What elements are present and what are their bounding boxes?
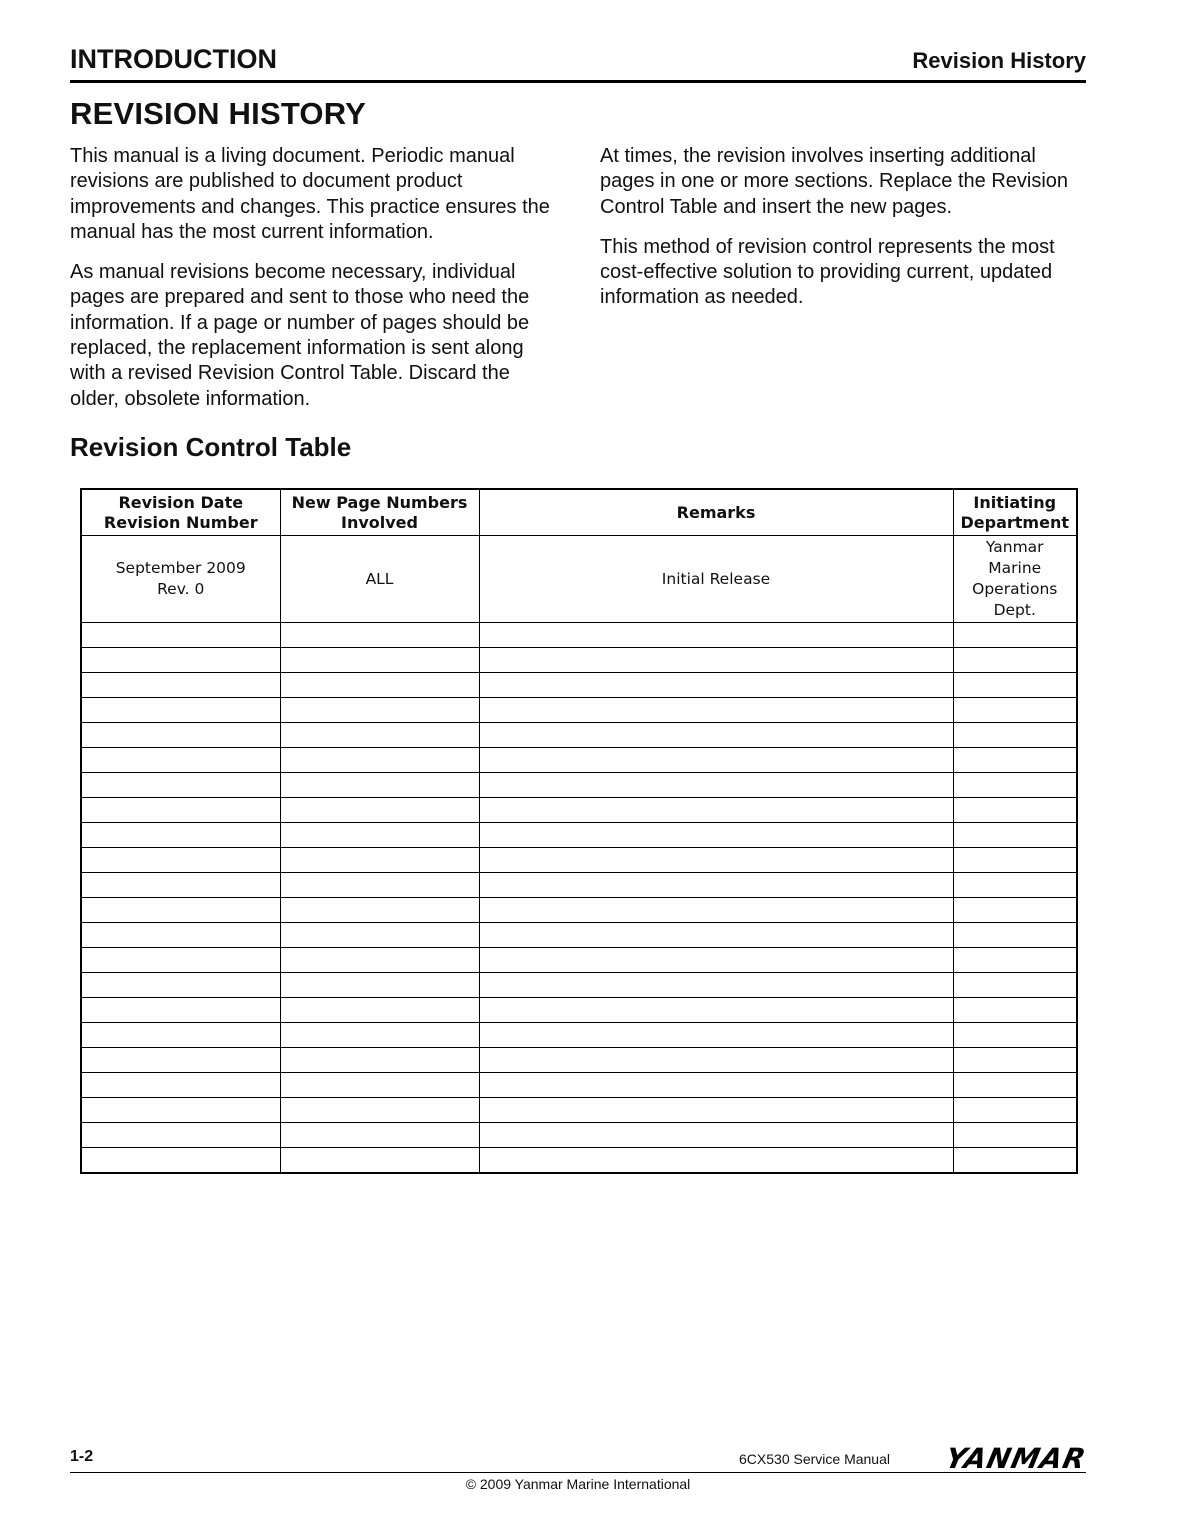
table-cell xyxy=(280,998,479,1023)
table-cell xyxy=(479,873,953,898)
table-cell xyxy=(81,623,280,648)
table-row xyxy=(81,998,1077,1023)
table-cell xyxy=(953,823,1077,848)
cell-text: Operations xyxy=(972,580,1058,598)
copyright: © 2009 Yanmar Marine International xyxy=(465,1476,691,1492)
table-cell xyxy=(479,623,953,648)
header-text: Department xyxy=(960,512,1069,532)
table-cell xyxy=(479,1123,953,1148)
table-cell xyxy=(280,848,479,873)
table-cell xyxy=(280,923,479,948)
table-cell xyxy=(953,723,1077,748)
table-cell xyxy=(479,648,953,673)
table-row xyxy=(81,1023,1077,1048)
table-cell xyxy=(280,723,479,748)
table-cell xyxy=(479,1148,953,1174)
table-cell xyxy=(81,923,280,948)
yanmar-logo: YANMAR xyxy=(942,1442,1090,1475)
table-cell xyxy=(479,898,953,923)
table-row xyxy=(81,673,1077,698)
table-cell xyxy=(953,1148,1077,1174)
table-row xyxy=(81,823,1077,848)
table-row xyxy=(81,973,1077,998)
table-cell xyxy=(953,1048,1077,1073)
table-cell xyxy=(953,648,1077,673)
table-cell xyxy=(280,623,479,648)
page-footer xyxy=(70,1442,1090,1475)
table-cell xyxy=(479,673,953,698)
table-cell xyxy=(81,723,280,748)
table-cell xyxy=(81,1148,280,1174)
page-number: 1-2 xyxy=(70,1448,94,1465)
page-header xyxy=(70,44,1086,83)
table-cell xyxy=(280,973,479,998)
table-cell xyxy=(280,673,479,698)
table-cell xyxy=(81,673,280,698)
table-cell xyxy=(953,798,1077,823)
table-cell xyxy=(280,1098,479,1123)
table-cell xyxy=(81,1098,280,1123)
table-cell xyxy=(280,898,479,923)
table-row xyxy=(81,536,1077,623)
section-label: INTRODUCTION xyxy=(70,44,277,74)
table-row xyxy=(81,623,1077,648)
table-row xyxy=(81,1098,1077,1123)
table-cell xyxy=(81,748,280,773)
paragraph: At times, the revision involves inserting additional pages in one or more sections. Replace the Revision Control Table and insert the new pages. xyxy=(600,145,1069,218)
table-cell xyxy=(81,948,280,973)
table-cell xyxy=(81,1123,280,1148)
table-cell xyxy=(479,1098,953,1123)
table-cell xyxy=(81,1048,280,1073)
table-cell xyxy=(280,748,479,773)
table-cell xyxy=(953,948,1077,973)
cell-text: Rev. 0 xyxy=(157,580,205,598)
header-page-numbers xyxy=(280,489,479,536)
cell-text: Yanmar xyxy=(985,538,1044,556)
table-row xyxy=(81,873,1077,898)
table-cell xyxy=(479,848,953,873)
header-text: Revision Date xyxy=(118,492,244,512)
table-cell xyxy=(280,798,479,823)
table-cell xyxy=(81,648,280,673)
table-row xyxy=(81,1148,1077,1174)
table-row xyxy=(81,848,1077,873)
table-cell xyxy=(280,823,479,848)
table-cell xyxy=(953,1098,1077,1123)
paragraph: This manual is a living document. Periodic manual revisions are published to document product improvements and changes. This practice ensures the manual has the most current information. xyxy=(70,145,550,243)
table-cell xyxy=(479,773,953,798)
table-cell xyxy=(479,748,953,773)
table-cell xyxy=(479,948,953,973)
cell-text: Marine xyxy=(988,559,1042,577)
header-text: New Page Numbers xyxy=(291,492,468,512)
table-cell xyxy=(953,1123,1077,1148)
revision-control-table xyxy=(80,488,1078,1174)
table-cell xyxy=(280,1148,479,1174)
table-row xyxy=(81,898,1077,923)
table-cell xyxy=(479,698,953,723)
table-cell xyxy=(953,698,1077,723)
header-remarks xyxy=(479,489,953,536)
table-cell xyxy=(953,898,1077,923)
body-left-column xyxy=(70,144,560,427)
table-cell xyxy=(953,1073,1077,1098)
table-cell xyxy=(280,1023,479,1048)
table-cell xyxy=(81,823,280,848)
table-cell xyxy=(81,873,280,898)
table-cell xyxy=(953,773,1077,798)
table-cell xyxy=(479,798,953,823)
table-cell xyxy=(479,1048,953,1073)
table-cell xyxy=(81,1023,280,1048)
table-cell xyxy=(479,823,953,848)
table-cell xyxy=(81,798,280,823)
table-row xyxy=(81,948,1077,973)
table-cell xyxy=(953,748,1077,773)
cell-remarks: Initial Release xyxy=(479,536,953,623)
table-cell xyxy=(81,773,280,798)
header-text: Initiating xyxy=(973,492,1057,512)
table-cell xyxy=(479,998,953,1023)
table-cell xyxy=(280,948,479,973)
table-cell xyxy=(280,1048,479,1073)
table-row xyxy=(81,1073,1077,1098)
table-cell xyxy=(953,848,1077,873)
table-cell xyxy=(953,1023,1077,1048)
revision-table-title: Revision Control Table xyxy=(70,432,352,462)
topic-label: Revision History xyxy=(912,48,1086,73)
table-row xyxy=(81,698,1077,723)
header-text: Involved xyxy=(341,512,418,532)
table-cell xyxy=(280,773,479,798)
table-row xyxy=(81,923,1077,948)
table-cell xyxy=(280,873,479,898)
table-cell xyxy=(280,1123,479,1148)
table-cell xyxy=(81,973,280,998)
cell-revision-date xyxy=(81,536,280,623)
cell-text: September 2009 xyxy=(115,559,246,577)
paragraph: As manual revisions become necessary, individual pages are prepared and sent to those who need the information. If a page or number of pages should be replaced, the replacement information is sent along with a revised Revision Control Table. Discard the older, obsolete information. xyxy=(70,261,530,410)
table-cell xyxy=(81,998,280,1023)
table-cell xyxy=(953,673,1077,698)
table-cell xyxy=(479,723,953,748)
paragraph: This method of revision control represents the most cost-effective solution to providing current, updated information as needed. xyxy=(600,235,1055,309)
table-cell xyxy=(953,973,1077,998)
cell-text: Dept. xyxy=(993,601,1036,619)
table-row xyxy=(81,773,1077,798)
table-cell xyxy=(81,848,280,873)
table-row xyxy=(81,648,1077,673)
table-cell xyxy=(280,648,479,673)
table-cell xyxy=(953,873,1077,898)
table-cell xyxy=(479,973,953,998)
table-header-row xyxy=(81,489,1077,536)
table-cell xyxy=(81,1073,280,1098)
table-cell xyxy=(479,1073,953,1098)
table-cell xyxy=(479,923,953,948)
table-cell xyxy=(81,898,280,923)
table-cell xyxy=(953,923,1077,948)
table-cell xyxy=(81,698,280,723)
cell-page-numbers: ALL xyxy=(280,536,479,623)
table-row xyxy=(81,748,1077,773)
table-cell xyxy=(953,998,1077,1023)
manual-name: 6CX530 Service Manual xyxy=(739,1451,890,1467)
table-cell xyxy=(479,1023,953,1048)
cell-department xyxy=(953,536,1077,623)
table-row xyxy=(81,723,1077,748)
header-text: Remarks xyxy=(676,502,756,522)
table-cell xyxy=(953,623,1077,648)
page-title: REVISION HISTORY xyxy=(70,96,367,131)
table-row xyxy=(81,1048,1077,1073)
header-revision-date xyxy=(81,489,280,536)
header-department xyxy=(953,489,1077,536)
table-row xyxy=(81,1123,1077,1148)
body-right-column xyxy=(600,144,1090,326)
table-cell xyxy=(280,698,479,723)
table-row xyxy=(81,798,1077,823)
header-text: Revision Number xyxy=(103,512,258,532)
table-cell xyxy=(280,1073,479,1098)
